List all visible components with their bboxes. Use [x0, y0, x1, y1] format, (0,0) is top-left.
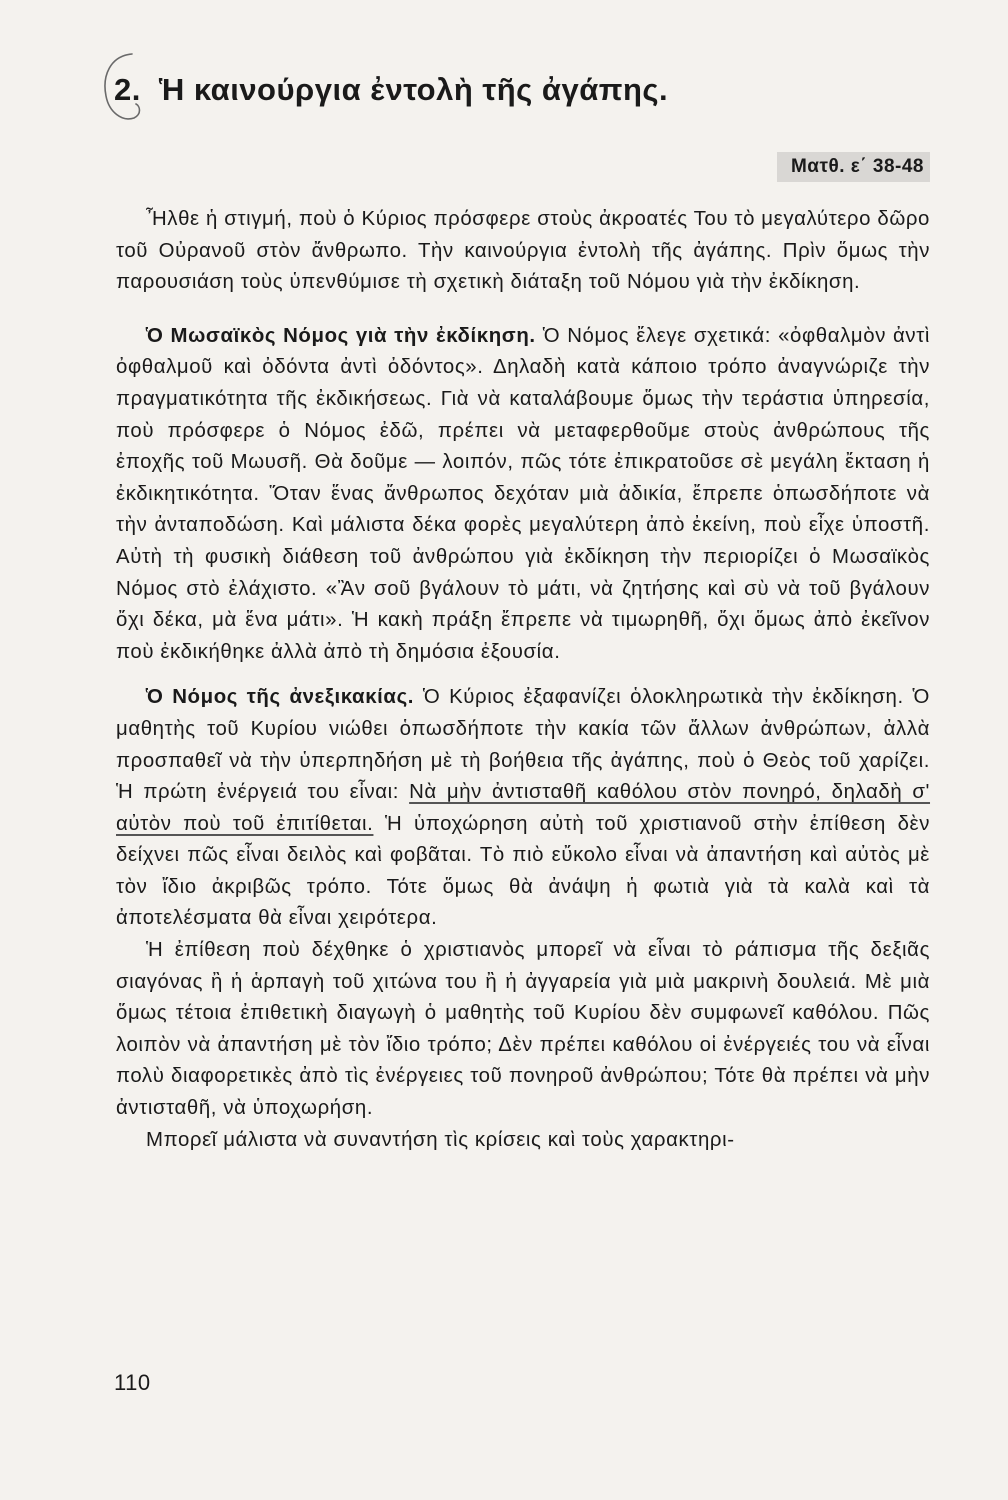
chapter-title	[114, 72, 668, 108]
section-text-forbearance-before: Ὁ Κύριος ἐξαφανίζει ὁλοκληρωτικὰ τὴν ἐκδίκηση. Ὁ μαθητὴς τοῦ Κυρίου νιώθει ὁπωσδήποτε τὴν κακία τῶν ἄλλων ἀνθρώπων, ἀλλὰ προσπαθεῖ νὰ τὴν ὑπερπηδήση μὲ τὴ βοήθεια τῆς ἀγάπης, ποὺ ὁ Θεὸς τοῦ χαρίζει. Ἡ πρώτη ἐνέργειά του εἶναι:	[116, 686, 931, 804]
section-text-mosaic-law: Ὁ Νόμος ἔλεγε σχετικά: «ὀφθαλμὸν ἀντὶ ὀφθαλμοῦ καὶ ὀδόντα ἀντὶ ὀδόντος». Δηλαδὴ κατὰ κάποιο τρόπο ἀναγνώριζε τὴν πραγματικότητα τῆς ἐκδικήσεως. Γιὰ νὰ καταλάβουμε ὅμως τὴν τεράστια ὑπηρεσία, ποὺ πρόσφερε ὁ Νόμος ἐδῶ, πρέπει νὰ μεταφερθοῦμε στοὺς ἀνθρώπους τῆς ἐποχῆς τοῦ Μωυσῆ. Θὰ δοῦμε — λοιπόν, πῶς τότε ἐπικρατοῦσε σὲ μεγάλη ἔκταση ἡ ἐκδικητικότητα. Ὅταν ἕνας ἄνθρωπος δεχόταν μιὰ ἀδικία, ἔπρεπε ὁπωσδήποτε νὰ τὴν ἀνταποδώση. Καὶ μάλιστα δέκα φορὲς μεγαλύτερη ἀπὸ ἐκείνη, ποὺ εἶχε ὑποστῆ. Αὐτὴ τὴ φυσικὴ διάθεση τοῦ ἀνθρώπου γιὰ ἐκδίκηση τὴν περιορίζει ὁ Μωσαϊκὸς Νόμος στὸ ἐλάχιστο. «Ἂν σοῦ βγάλουν τὸ μάτι, νὰ ζητήσης καὶ σὺ νὰ τοῦ βγάλουν ὄχι δέκα, μὰ ἕνα μάτι». Ἡ κακὴ πράξη ἔπρεπε νὰ τιμωρηθῆ, ὄχι ὅμως ἀπὸ ἐκεῖνον ποὺ ἐκδικήθηκε ἀλλὰ ἀπὸ τὴ δημόσια ἐξουσία.	[116, 324, 931, 663]
chapter-number: 2.	[114, 72, 141, 107]
chapter-title-text: Ἡ καινούργια ἐντολὴ τῆς ἀγάπης.	[158, 72, 669, 107]
page-number: 110	[114, 1370, 151, 1395]
section-text-forbearance-after: Ἡ ὑποχώρηση αὐτὴ τοῦ χριστιανοῦ στὴν ἐπίθεση δὲν δείχνει πῶς εἶναι δειλὸς καὶ φοβᾶται. Τὸ πιὸ εὔκολο εἶναι νὰ ἀπαντήση καὶ αὐτὸς μὲ τὸν ἴδιο ἀκριβῶς τρόπο. Τότε ὅμως θὰ ἀνάψη ἡ φωτιὰ γιὰ τὰ καλὰ καὶ τὰ ἀποτελέσματα θὰ εἶναι χειρότερα.	[116, 812, 931, 930]
scripture-reference: Ματθ. ε΄ 38-48	[777, 152, 930, 182]
body-text	[116, 204, 930, 1156]
section-forbearance	[116, 682, 930, 935]
section-mosaic-law	[116, 321, 930, 669]
paragraph-continuation: Μπορεῖ μάλιστα νὰ συναντήση τὶς κρίσεις καὶ τοὺς χαρακτηρι-	[146, 1128, 735, 1151]
section-heading-mosaic-law: Ὁ Μωσαϊκὸς Νόμος γιὰ τὴν ἐκδίκηση.	[146, 324, 536, 347]
underlined-passage: Νὰ μὴν ἀντισταθῆ καθόλου στὸν πονηρό, δηλαδὴ σ' αὐτὸν ποὺ τοῦ ἐπιτίθεται.	[116, 781, 931, 835]
section-heading-forbearance: Ὁ Νόμος τῆς ἀνεξικακίας.	[146, 686, 415, 709]
intro-paragraph: Ἦλθε ἡ στιγμή, ποὺ ὁ Κύριος πρόσφερε στοὺς ἀκροατές Του τὸ μεγαλύτερο δῶρο τοῦ Οὐρανοῦ στὸν ἄνθρωπο. Τὴν καινούργια ἐντολὴ τῆς ἀγάπης. Πρὶν ὅμως τὴν παρουσιάση τοὺς ὑπενθύμισε τὴ σχετικὴ διάταξη τοῦ Νόμου γιὰ τὴν ἐκδίκηση.	[116, 208, 930, 294]
paragraph-attack: Ἡ ἐπίθεση ποὺ δέχθηκε ὁ χριστιανὸς μπορεῖ νὰ εἶναι τὸ ράπισμα τῆς δεξιᾶς σιαγόνας ἢ ἡ ἁρπαγὴ τοῦ χιτώνα του ἢ ἡ ἀγγαρεία γιὰ μιὰ μακρινὴ δουλειά. Μὲ μιὰ ὅμως τέτοια ἐπιθετικὴ διαγωγὴ ὁ μαθητὴς τοῦ Κυρίου δὲν συμφωνεῖ καθόλου. Πῶς λοιπὸν νὰ ἀπαντήση μὲ τὸν ἴδιο τρόπο; Δὲν πρέπει καθόλου οἱ ἐνέργειές του νὰ εἶναι πολὺ διαφορετικὲς ἀπὸ τὶς ἐνέργειες τοῦ πονηροῦ ἀνθρώπου; Τότε θὰ πρέπει νὰ μὴν ἀντισταθῆ, νὰ ὑποχωρήση.	[116, 939, 930, 1120]
